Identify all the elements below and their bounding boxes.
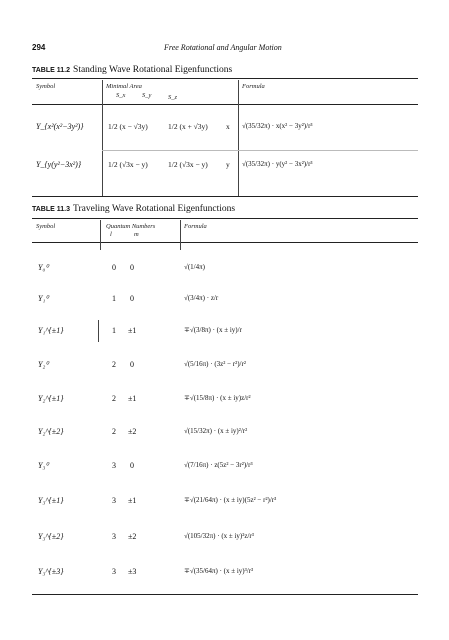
column-divider <box>102 80 103 196</box>
table-top-rule <box>32 218 418 219</box>
column-divider <box>100 220 101 250</box>
col-header-symbol: Symbol <box>36 223 56 230</box>
running-title: Free Rotational and Angular Motion <box>164 43 282 52</box>
table-row-symbol: Y₁⁰ <box>38 294 49 303</box>
table-row-symbol: Y₃^{±2} <box>38 532 64 541</box>
table-row-symbol: Y₃⁰ <box>38 461 49 470</box>
col-header-sy: S_y <box>142 92 152 99</box>
table-row-formula: √(105/32π) · (x ± iy)²z/r³ <box>184 532 254 540</box>
table-row-formula: √(15/32π) · (x ± iy)²/r² <box>184 427 248 435</box>
table-row-m: ±1 <box>128 394 137 403</box>
table-row-sz: y <box>226 160 230 169</box>
table-row-formula: √(35/32π) · x(x² − 3y²)/r³ <box>242 122 313 130</box>
table-caption <box>32 64 232 75</box>
table-row-sx: 1/2 (√3x − y) <box>108 160 148 169</box>
table-row-m: ±1 <box>128 496 137 505</box>
table-row-l: 2 <box>112 360 116 369</box>
table-bottom-rule <box>32 594 418 595</box>
table-row-symbol: Y₂^{±2} <box>38 427 64 436</box>
col-header-formula: Formula <box>184 223 207 230</box>
table-row-formula: √(3/4π) · z/r <box>184 294 219 302</box>
table-label: TABLE 11.2 <box>32 67 70 74</box>
table-row-symbol: Y₃^{±3} <box>38 567 64 576</box>
table-row-formula: ∓√(15/8π) · (x ± iy)z/r² <box>184 394 251 402</box>
table-row-sy: 1/2 (√3x − y) <box>168 160 208 169</box>
table-row-symbol: Y₂^{±1} <box>38 394 64 403</box>
col-header-symbol: Symbol <box>36 83 56 90</box>
table-row-sy: 1/2 (x + √3y) <box>168 122 208 131</box>
table-row-l: 0 <box>112 263 116 272</box>
table-row-symbol: Y₂⁰ <box>38 360 49 369</box>
table-row-m: ±2 <box>128 532 137 541</box>
table-row-m: ±1 <box>128 326 137 335</box>
table-row-formula: √(35/32π) · y(y² − 3x²)/r³ <box>242 160 313 168</box>
col-header-quantum-numbers: Quantum Numbers <box>106 223 156 230</box>
table-label: TABLE 11.3 <box>32 206 70 213</box>
col-header-minimal-area: Minimal Area <box>106 83 142 90</box>
table-title: Traveling Wave Rotational Eigenfunctions <box>73 204 236 214</box>
table-row-sx: 1/2 (x − √3y) <box>108 122 148 131</box>
table-row-symbol: Y₁^{±1} <box>38 326 64 335</box>
table-row-l: 3 <box>112 461 116 470</box>
table-header-rule <box>32 104 418 105</box>
table-row-l: 1 <box>112 294 116 303</box>
table-row-l: 3 <box>112 496 116 505</box>
table-row-formula: ∓√(35/64π) · (x ± iy)³/r³ <box>184 567 254 575</box>
row-marker-rule <box>98 320 99 342</box>
table-row-m: ±3 <box>128 567 137 576</box>
page-number: 294 <box>32 43 46 52</box>
col-header-l: l <box>110 231 112 238</box>
table-row-formula: √(7/16π) · z(5z² − 3r²)/r³ <box>184 461 253 469</box>
table-row-m: ±2 <box>128 427 137 436</box>
table-row-m: 0 <box>130 461 134 470</box>
table-row-sz: x <box>226 122 230 131</box>
table-caption <box>32 203 235 214</box>
table-row-symbol: Y_{x²(x²−3y²)} <box>36 122 84 131</box>
table-row-l: 1 <box>112 326 116 335</box>
table-row-formula: ∓√(21/64π) · (x ± iy)(5z² − r²)/r³ <box>184 496 277 504</box>
col-header-sx: S_x <box>116 92 126 99</box>
table-row-m: 0 <box>130 360 134 369</box>
col-header-formula: Formula <box>242 83 265 90</box>
table-row-symbol: Y_{y(y²−3x²)} <box>36 160 82 169</box>
table-row-m: 0 <box>130 294 134 303</box>
table-row-l: 2 <box>112 427 116 436</box>
table-header-rule <box>32 242 418 243</box>
table-title: Standing Wave Rotational Eigenfunctions <box>73 65 233 75</box>
table-bottom-rule <box>32 196 418 197</box>
col-header-m: m <box>134 231 139 238</box>
table-row-symbol: Y₀⁰ <box>38 263 49 272</box>
table-row-formula: ∓√(3/8π) · (x ± iy)/r <box>184 326 242 334</box>
table-row-formula: √(1/4π) <box>184 263 205 271</box>
column-divider <box>238 80 239 196</box>
table-row-formula: √(5/16π) · (3z² − r²)/r² <box>184 360 246 368</box>
table-row-l: 2 <box>112 394 116 403</box>
table-row-l: 3 <box>112 532 116 541</box>
col-header-sz: S_z <box>168 94 178 101</box>
running-header <box>32 43 418 52</box>
table-row-l: 3 <box>112 567 116 576</box>
column-divider <box>180 220 181 250</box>
table-top-rule <box>32 78 418 79</box>
row-divider <box>102 150 418 151</box>
table-row-symbol: Y₃^{±1} <box>38 496 64 505</box>
table-row-m: 0 <box>130 263 134 272</box>
